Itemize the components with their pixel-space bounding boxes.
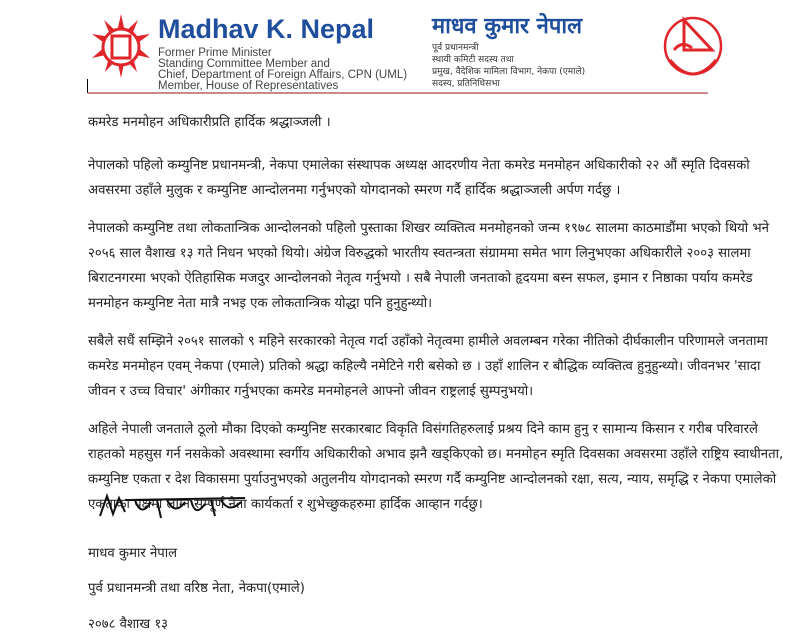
nepali-name: माधव कुमार नेपाल [432,14,583,39]
paragraph: नेपालको पहिलो कम्युनिष्ट प्रधानमन्त्री, नेकपा एमालेका संस्थापक अध्यक्ष आदरणीय नेता कमरेड मनमोहन अधिकारीको २२ औं स्मृति दिवसको अवसरमा उहाँले मुलुक र कम्युनिष्ट आन्दोलनमा गर्नुभएको योगदानको स्मरण गर्दै हार्दिक श्रद्धाञ्जली अर्पण गर्दछु । [88,158,750,198]
handwritten-signature [95,488,255,528]
paragraph: सबैले सधैं सम्झिने २०५१ सालको ९ महिने सरकारको नेतृत्व गर्दा उहाँको नेतृत्वमा हामीले अवलम्बन गरेका नीतिको दीर्घकालीन परिणामले जनतामा कमरेड मनमोहन एवम् नेकपा (एमाले) प्रतिको श्रद्धा कहिल्यै नमेटिने गरी बसेको छ । उहाँ शालिन र बौद्धिक व्यक्तित्व हुनुहुन्थ्यो। जीवनभर 'सादा जीवन र उच्च विचार' अंगीकार गर्नुभएका कमरेड मनमोहनले आफ्नो जीवन राष्ट्रलाई सुम्पनुभयो। [88,334,768,399]
signatory-title: पुर्व प्रधानमन्त्री तथा वरिष्ठ नेता, नेकपा(एमाले) [88,581,305,596]
title-line: Member, House of Representatives [158,80,339,92]
title-line: Standing Committee Member and [158,58,330,70]
english-name: Madhav K. Nepal [158,14,375,44]
party-logo-icon [662,10,724,90]
title-line: पूर्व प्रधानमन्त्री [432,43,479,53]
nepal-emblem-icon [90,12,152,90]
nepali-titles [432,42,585,90]
letter-heading: कमरेड मनमोहन अधिकारीप्रति हार्दिक श्रद्धाञ्जली । [88,115,331,130]
title-line: स्थायी कमिटी सदस्य तथा [432,55,514,65]
paragraph: नेपालको कम्युनिष्ट तथा लोकतान्त्रिक आन्दोलनको पहिलो पुस्ताका शिखर व्यक्तित्व मनमोहनको जन्म १९७८ सालमा काठमाडौंमा भएको थियो भने २०५६ साल वैशाख १३ गते निधन भएको थियो। अंग्रेज विरुद्धको भारतीय स्वतन्त्रता संग्राममा समेत भाग लिनुभएका अधिकारीले २००३ सालमा बिराटनगरमा भएको ऐतिहासिक मजदुर आन्दोलनको नेतृत्व गर्नुभयो । सबै नेपाली जनताको हृदयमा बस्न सफल, इमान र निष्ठाका पर्याय कमरेड मनमोहन कम्युनिष्ट नेता मात्रै नभइ एक लोकतान्त्रिक योद्धा पनि हुनुहुन्थ्यो। [88,221,769,311]
title-line: प्रमुख, वैदेशिक मामिला विभाग, नेकपा (एमाले) [432,67,586,77]
text-cursor [87,79,88,93]
title-line: Chief, Department of Foreign Affairs, CPN (UML) [158,69,408,81]
header-divider [88,92,708,94]
english-titles [158,48,407,92]
signatory-name: माधव कुमार नेपाल [88,546,178,561]
paragraph: अहिले नेपाली जनताले ठूलो मौका दिएको कम्युनिष्ट सरकारबाट विकृति विसंगतिहरुलाई प्रश्रय दिने काम हुनु र सामान्य किसान र गरीब परिवारले राहतको महसुस गर्न नसकेको अवस्थामा स्वर्गीय अधिकारीको अभाव झनै खड्किएको छ। मनमोहन स्मृति दिवसका अवसरमा उहाँले राष्ट्रिय स्वाधीनता, कम्युनिष्ट एकता र देश विकासमा पुर्याउनुभएको अतुलनीय योगदानको स्मरण गर्दै कम्युनिष्ट आन्दोलनको रक्षा, सत्य, न्याय, समृद्धि र नेकपा एमालेको एकताका पक्षमा लाग्न सम्पूर्ण नेता कार्यकर्ता र शुभेच्छुकहरुमा हार्दिक आव्हान गर्दछु। [88,422,784,512]
letter-date: २०७८ वैशाख १३ [88,617,169,632]
title-line: सदस्य, प्रतिनिधिसभा [432,79,500,89]
letter-body [88,110,788,530]
letterhead [0,0,795,96]
title-line: Former Prime Minister [158,47,272,59]
